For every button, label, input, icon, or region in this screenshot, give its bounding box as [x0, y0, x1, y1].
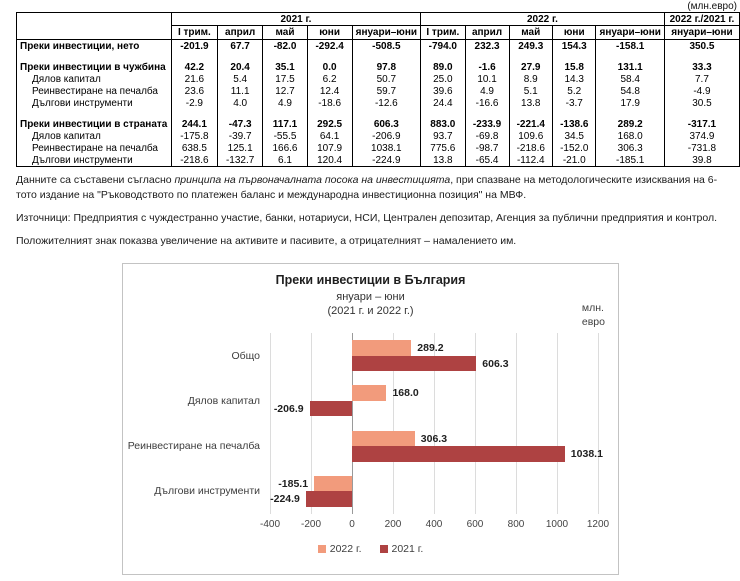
- table-cell: 27.9: [509, 61, 552, 73]
- category-label: Дългови инструменти: [154, 485, 260, 498]
- table-cell: [17, 52, 172, 61]
- table-cell: 292.5: [307, 118, 352, 130]
- note-text-italic: принципа на първоначалната посока на инвестицията: [174, 174, 451, 186]
- table-cell: [17, 109, 172, 118]
- table-cell: 13.8: [509, 97, 552, 109]
- chart-bar: [352, 431, 415, 447]
- table-row: [17, 118, 740, 130]
- table-cell: 374.9: [664, 130, 739, 142]
- note-sign-convention: Положителният знак показва увеличение на активите и пасивите, а отрицателният – намалението им.: [16, 234, 517, 247]
- chart-subtitle: януари – юни: [336, 291, 405, 303]
- table-cell: -3.7: [553, 97, 596, 109]
- table-cell: 17.5: [263, 73, 307, 85]
- bar-value-label: -224.9: [270, 493, 300, 506]
- table-cell: 12.4: [307, 85, 352, 97]
- chart-bar: [352, 356, 476, 372]
- table-cell: 249.3: [509, 40, 552, 53]
- category-label: Дялов капитал: [187, 394, 260, 407]
- category-label: Реинвестиране на печалба: [127, 440, 260, 452]
- gridline: [598, 333, 599, 514]
- column-subheader: юни: [307, 26, 352, 40]
- table-row: [17, 61, 740, 73]
- table-cell: 14.3: [553, 73, 596, 85]
- table-cell: 30.5: [664, 97, 739, 109]
- bar-value-label: 289.2: [417, 342, 444, 354]
- table-cell: [307, 52, 352, 61]
- bar-value-label: 606.3: [482, 357, 509, 370]
- table-cell: 12.7: [263, 85, 307, 97]
- table-cell: [217, 52, 262, 61]
- table-cell: -18.6: [307, 97, 352, 109]
- note-methodology: [16, 173, 730, 203]
- table-cell: [421, 52, 466, 61]
- column-group-header: 2021 г.: [171, 13, 420, 26]
- table-cell: 89.0: [421, 61, 466, 73]
- table-cell: 39.8: [664, 154, 739, 167]
- column-subheader: I трим.: [171, 26, 217, 40]
- table-cell: -1.6: [465, 61, 509, 73]
- bar-value-label: 306.3: [420, 432, 448, 445]
- table-cell: 0.0: [307, 61, 352, 73]
- x-tick-label: -400: [259, 519, 280, 530]
- table-cell: 5.4: [217, 73, 262, 85]
- spacer-row: [17, 52, 740, 61]
- table-row: [17, 154, 740, 167]
- table-cell: 93.7: [421, 130, 466, 142]
- spacer-row: [17, 109, 740, 118]
- table-cell: 4.9: [263, 97, 307, 109]
- investments-table: [16, 12, 740, 167]
- table-cell: -218.6: [171, 154, 217, 167]
- table-cell: 775.6: [421, 142, 466, 154]
- legend-label: 2021 г.: [391, 543, 424, 555]
- table-cell: [553, 52, 596, 61]
- table-cell: 10.1: [465, 73, 509, 85]
- legend-label: 2022 г.: [329, 543, 362, 555]
- table-cell: 54.8: [596, 85, 664, 97]
- table-cell: 120.4: [307, 154, 352, 167]
- legend-swatch: [318, 545, 326, 553]
- bar-value-label: -206.9: [273, 402, 304, 415]
- table-cell: -2.9: [171, 97, 217, 109]
- table-cell: -69.8: [465, 130, 509, 142]
- table-row: [17, 85, 740, 97]
- table-cell: [664, 52, 739, 61]
- table-cell: 23.6: [171, 85, 217, 97]
- category-label: Общо: [231, 349, 260, 362]
- chart-canvas: [123, 264, 618, 574]
- chart-bar: [310, 401, 352, 417]
- row-label: Преки инвестиции в чужбина: [17, 61, 172, 73]
- table-cell: 42.2: [171, 61, 217, 73]
- notes: [16, 173, 730, 257]
- bar-value-label: -185.1: [278, 477, 309, 490]
- table-cell: -98.7: [465, 142, 509, 154]
- table-cell: 11.1: [217, 85, 262, 97]
- table-cell: -4.9: [664, 85, 739, 97]
- column-subheader: април: [465, 26, 509, 40]
- table-cell: 306.3: [596, 142, 664, 154]
- table-head: [17, 13, 740, 40]
- legend-item: [380, 543, 424, 555]
- table-cell: -201.9: [171, 40, 217, 53]
- chart-bar: [314, 476, 352, 492]
- column-subheader: януари–юни: [664, 26, 739, 40]
- table-cell: [596, 109, 664, 118]
- table-cell: 7.7: [664, 73, 739, 85]
- table-cell: -112.4: [509, 154, 552, 167]
- chart-title: Преки инвестиции в България: [275, 273, 466, 287]
- table-cell: -55.5: [263, 130, 307, 142]
- table-cell: [263, 52, 307, 61]
- column-subheader: май: [263, 26, 307, 40]
- note-text-part: Данните са съставени съгласно: [16, 174, 175, 186]
- table-cell: 350.5: [664, 40, 739, 53]
- table-cell: [171, 52, 217, 61]
- table-cell: 67.7: [217, 40, 262, 53]
- table-cell: 638.5: [171, 142, 217, 154]
- table-cell: 58.4: [596, 73, 664, 85]
- table-cell: -218.6: [509, 142, 552, 154]
- table-cell: -185.1: [596, 154, 664, 167]
- chart-bar: [352, 340, 411, 356]
- column-group-header: 2022 г.: [421, 13, 665, 26]
- gridline: [516, 333, 517, 514]
- table-cell: 5.2: [553, 85, 596, 97]
- bar-value-label: 1038.1: [570, 448, 603, 460]
- table-cell: -82.0: [263, 40, 307, 53]
- table-cell: 6.1: [263, 154, 307, 167]
- table-cell: -158.1: [596, 40, 664, 53]
- column-subheader: януари–юни: [596, 26, 664, 40]
- table-cell: -317.1: [664, 118, 739, 130]
- table-cell: -39.7: [217, 130, 262, 142]
- table-cell: [171, 109, 217, 118]
- table-cell: [263, 109, 307, 118]
- table-cell: 168.0: [596, 130, 664, 142]
- table-cell: [217, 109, 262, 118]
- column-subheader: I трим.: [421, 26, 466, 40]
- gridline: [311, 333, 312, 514]
- x-tick-label: 1200: [586, 519, 610, 530]
- x-tick-label: 200: [384, 519, 402, 530]
- table-cell: [509, 109, 552, 118]
- table-cell: -221.4: [509, 118, 552, 130]
- gridline: [557, 333, 558, 514]
- table-cell: -292.4: [307, 40, 352, 53]
- table-cell: 232.3: [465, 40, 509, 53]
- table-cell: 6.2: [307, 73, 352, 85]
- row-label: Реинвестиране на печалба: [17, 142, 172, 154]
- table-cell: [465, 52, 509, 61]
- chart-bar: [352, 385, 386, 401]
- gridline: [270, 333, 271, 514]
- bar-value-label: 168.0: [392, 387, 419, 400]
- chart-bar: [352, 446, 565, 462]
- table-cell: -47.3: [217, 118, 262, 130]
- table-cell: 244.1: [171, 118, 217, 130]
- table-cell: 39.6: [421, 85, 466, 97]
- table-cell: -508.5: [352, 40, 420, 53]
- table-cell: 131.1: [596, 61, 664, 73]
- note-sources: Източници: Предприятия с чуждестранно участие, банки, нотариуси, НСИ, Централен депозитар, Агенция за публични предприятия и контрол.: [16, 211, 718, 224]
- x-tick-label: 800: [507, 519, 525, 530]
- row-label: Реинвестиране на печалба: [17, 85, 172, 97]
- table-cell: 25.0: [421, 73, 466, 85]
- table-cell: -12.6: [352, 97, 420, 109]
- table-cell: -206.9: [352, 130, 420, 142]
- table-cell: 109.6: [509, 130, 552, 142]
- table-cell: 1038.1: [352, 142, 420, 154]
- table-cell: -21.0: [553, 154, 596, 167]
- table-cell: [421, 109, 466, 118]
- table-group-row: [17, 13, 740, 26]
- table-cell: 59.7: [352, 85, 420, 97]
- table-cell: 50.7: [352, 73, 420, 85]
- column-group-header: 2022 г./2021 г.: [664, 13, 739, 26]
- table-cell: 107.9: [307, 142, 352, 154]
- x-tick-label: 600: [466, 519, 484, 530]
- table-cell: -731.8: [664, 142, 739, 154]
- table-cell: 20.4: [217, 61, 262, 73]
- table-cell: 289.2: [596, 118, 664, 130]
- chart-bar: [306, 491, 352, 507]
- table-cell: 24.4: [421, 97, 466, 109]
- table-cell: [307, 109, 352, 118]
- table-cell: 606.3: [352, 118, 420, 130]
- table-row: [17, 73, 740, 85]
- table-cell: 117.1: [263, 118, 307, 130]
- table-cell: -175.8: [171, 130, 217, 142]
- table-cell: -152.0: [553, 142, 596, 154]
- table-row: [17, 40, 740, 53]
- table-cell: -138.6: [553, 118, 596, 130]
- table-cell: -16.6: [465, 97, 509, 109]
- table-cell: 21.6: [171, 73, 217, 85]
- legend-item: [318, 543, 362, 555]
- table-cell: -224.9: [352, 154, 420, 167]
- table-cell: [509, 52, 552, 61]
- table-cell: [352, 109, 420, 118]
- unit-line: млн.: [581, 302, 604, 314]
- table-cell: 34.5: [553, 130, 596, 142]
- table-cell: 125.1: [217, 142, 262, 154]
- table-row: [17, 142, 740, 154]
- corner-cell: [17, 13, 172, 40]
- column-subheader: януари–юни: [352, 26, 420, 40]
- column-subheader: април: [217, 26, 262, 40]
- table-row: [17, 97, 740, 109]
- table-cell: 5.1: [509, 85, 552, 97]
- x-tick-label: 400: [425, 519, 443, 530]
- table-cell: 17.9: [596, 97, 664, 109]
- table-cell: [352, 52, 420, 61]
- row-label: Дългови инструменти: [17, 154, 172, 167]
- row-label: Преки инвестиции, нето: [17, 40, 172, 53]
- column-subheader: юни: [553, 26, 596, 40]
- row-label: Дялов капитал: [17, 73, 172, 85]
- table-cell: [553, 109, 596, 118]
- table-cell: [596, 52, 664, 61]
- row-label: Дългови инструменти: [17, 97, 172, 109]
- x-tick-label: 1000: [545, 519, 569, 530]
- table-cell: 13.8: [421, 154, 466, 167]
- unit-line: евро: [581, 315, 605, 328]
- table-cell: 15.8: [553, 61, 596, 73]
- legend-swatch: [380, 545, 388, 553]
- table-cell: 64.1: [307, 130, 352, 142]
- table-cell: 33.3: [664, 61, 739, 73]
- table-cell: 166.6: [263, 142, 307, 154]
- table-cell: 883.0: [421, 118, 466, 130]
- table-cell: [664, 109, 739, 118]
- note-text-part: , при спазване на методологическите изисквания на 6-тото издание на "Ръководството по платежен баланс и международна инвестиционна позиция" на МВФ.: [16, 174, 718, 201]
- table-cell: -794.0: [421, 40, 466, 53]
- unit-note: (млн.евро): [687, 1, 737, 12]
- table-cell: 8.9: [509, 73, 552, 85]
- chart-subtitle-years: (2021 г. и 2022 г.): [327, 305, 414, 317]
- table-row: [17, 130, 740, 142]
- table-cell: -132.7: [217, 154, 262, 167]
- column-subheader: май: [509, 26, 552, 40]
- table-cell: -233.9: [465, 118, 509, 130]
- x-tick-label: -200: [300, 519, 321, 530]
- table-cell: 97.8: [352, 61, 420, 73]
- table-cell: 35.1: [263, 61, 307, 73]
- table-cell: 4.0: [217, 97, 262, 109]
- table-body: [17, 40, 740, 167]
- row-label: Преки инвестиции в страната: [17, 118, 172, 130]
- row-label: Дялов капитал: [17, 130, 172, 142]
- x-tick-label: 0: [349, 519, 355, 530]
- table-cell: -65.4: [465, 154, 509, 167]
- table-cell: 154.3: [553, 40, 596, 53]
- table-cell: [465, 109, 509, 118]
- table-cell: 4.9: [465, 85, 509, 97]
- chart-legend: [123, 543, 618, 555]
- chart-box: [122, 263, 619, 575]
